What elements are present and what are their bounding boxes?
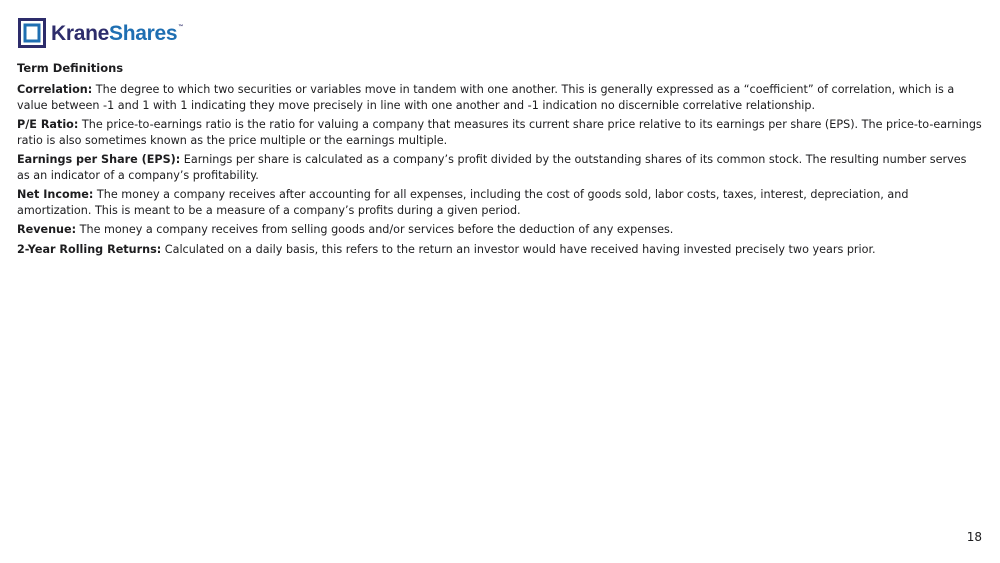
term-net-income <box>17 187 982 218</box>
term-eps <box>17 152 982 183</box>
term-label: P/E Ratio: <box>17 118 79 131</box>
kraneshares-logo-icon <box>18 18 46 48</box>
brand-name-part2: Shares <box>109 21 178 45</box>
term-definition: The price-to-earnings ratio is the ratio for valuing a company that measures its current share price relative to its earnings per share (EPS). The price-to-earnings ratio is also sometimes known as the price multiple or the earnings multiple. <box>17 118 982 147</box>
brand-wordmark <box>51 23 183 44</box>
term-correlation <box>17 82 982 113</box>
term-definitions-list <box>17 82 982 261</box>
term-definition: Calculated on a daily basis, this refers to the return an investor would have received having invested precisely two years prior. <box>164 242 876 256</box>
term-definition: The money a company receives after accounting for all expenses, including the cost of goods sold, labor costs, taxes, interest, depreciation, and amortization. This is meant to be a measure of a company’s profits during a given period. <box>17 188 909 217</box>
term-label: Revenue: <box>17 223 77 236</box>
trademark-symbol: ™ <box>178 23 183 30</box>
term-label: Earnings per Share (EPS): <box>17 153 181 166</box>
brand-logo <box>18 18 183 48</box>
term-definition: Earnings per share is calculated as a company’s profit divided by the outstanding shares of its common stock. The resulting number serves as an indicator of a company’s profitability. <box>17 153 967 182</box>
term-definition: The money a company receives from selling goods and/or services before the deduction of any expenses. <box>79 223 674 236</box>
term-revenue <box>17 222 982 238</box>
brand-name-part1: Krane <box>51 21 110 45</box>
term-label: 2-Year Rolling Returns: <box>17 242 162 256</box>
page-number: 18 <box>966 530 982 544</box>
term-label: Net Income: <box>17 188 94 201</box>
term-pe-ratio <box>17 117 982 148</box>
page-heading: Term Definitions <box>17 61 124 75</box>
term-rolling-returns <box>17 242 982 258</box>
term-label: Correlation: <box>17 83 93 96</box>
term-definition: The degree to which two securities or variables move in tandem with one another. This is generally expressed as a “coefficient” of correlation, which is a value between -1 and 1 with 1 indicating they move precisely in line with one another and -1 indication no discernible correlative relationship. <box>17 83 955 112</box>
